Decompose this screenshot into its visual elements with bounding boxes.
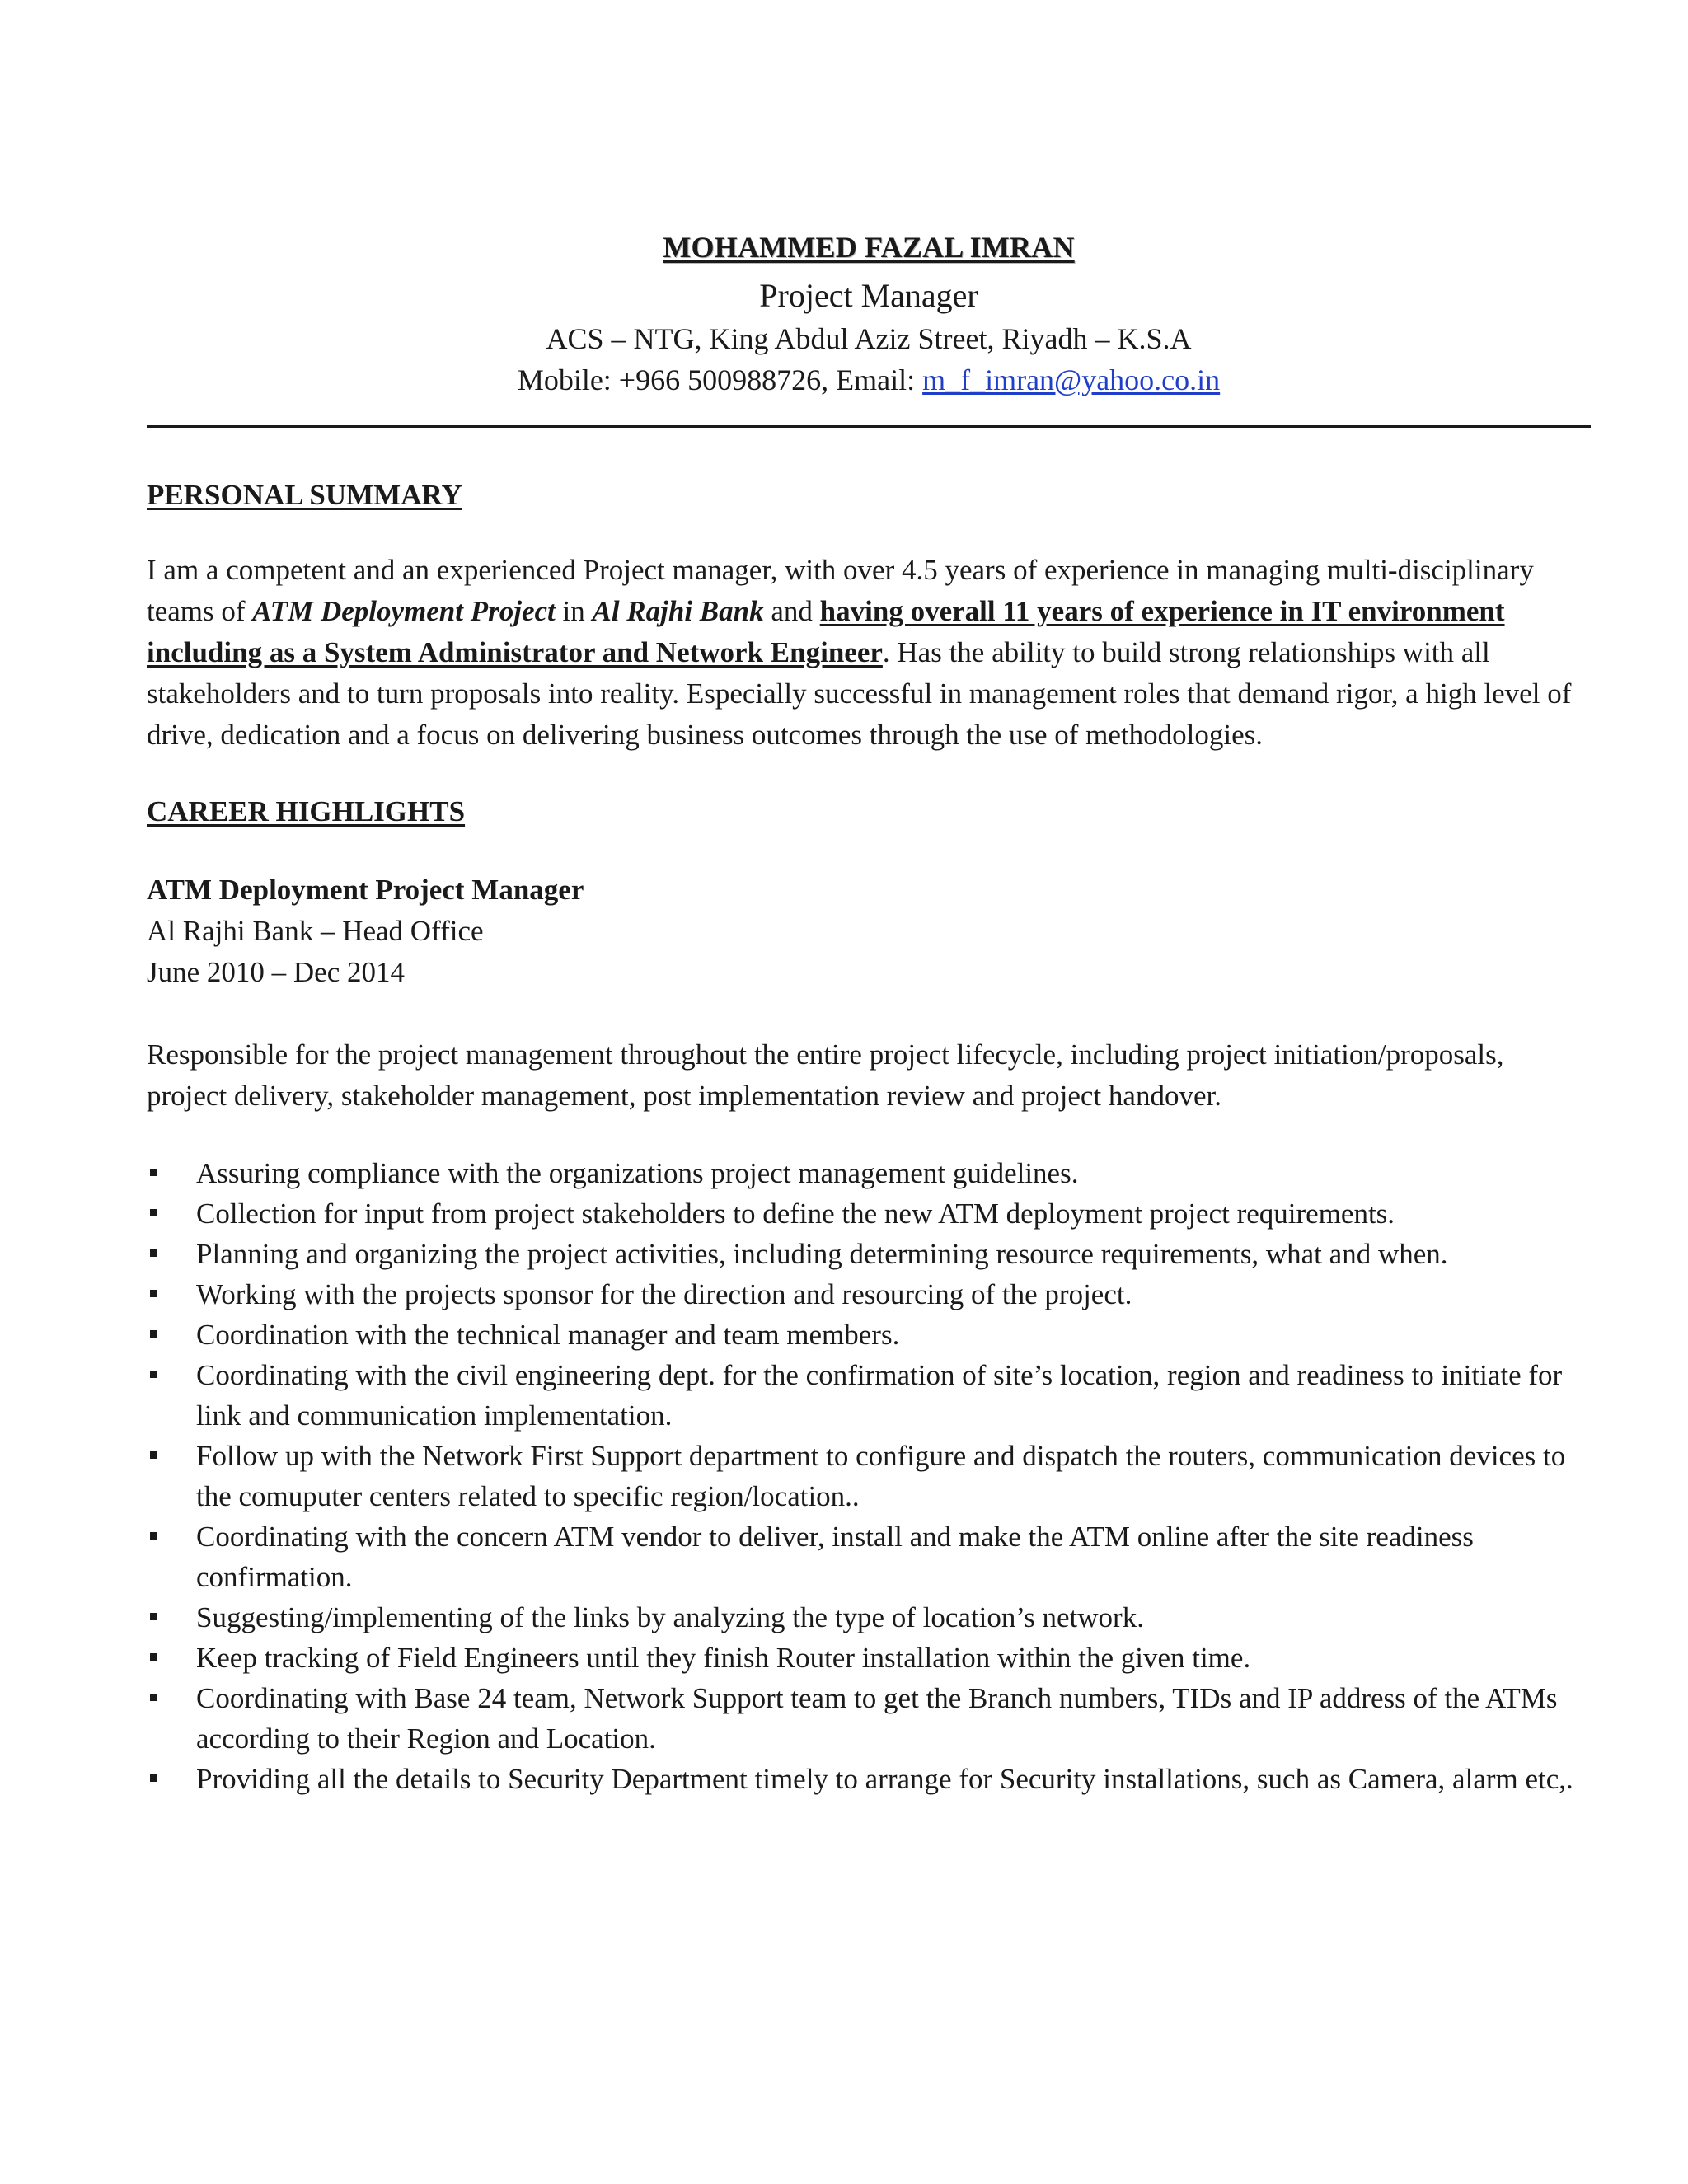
list-item <box>147 1678 1591 1759</box>
duty-text: Keep tracking of Field Engineers until they finish Router installation within the given time. <box>196 1642 1251 1674</box>
personal-summary-heading: PERSONAL SUMMARY <box>147 479 462 511</box>
contact-prefix: Mobile: +966 500988726, Email: <box>517 363 923 396</box>
summary-bank-name: Al Rajhi Bank <box>592 595 764 627</box>
duty-text: Coordination with the technical manager and team members. <box>196 1319 900 1351</box>
job-responsibility: Responsible for the project management throughout the entire project lifecycle, including project initiation/proposals, project delivery, stakeholder management, post implementation review and project handover. <box>147 1038 1504 1112</box>
bullet-icon <box>150 1330 157 1338</box>
bullet-icon <box>150 1694 157 1701</box>
summary-part-3: and <box>763 595 820 627</box>
list-item <box>147 1759 1591 1799</box>
duty-text: Coordinating with the concern ATM vendor to deliver, install and make the ATM online after the site readiness confirmation. <box>196 1521 1474 1593</box>
duty-text: Planning and organizing the project activities, including determining resource requirements, what and when. <box>196 1238 1448 1270</box>
list-item <box>147 1597 1591 1638</box>
candidate-name: MOHAMMED FAZAL IMRAN <box>663 231 1075 264</box>
job-employer: Al Rajhi Bank – Head Office <box>147 915 484 947</box>
bullet-icon <box>150 1532 157 1540</box>
bullet-icon <box>150 1290 157 1297</box>
duty-text: Suggesting/implementing of the links by analyzing the type of location’s network. <box>196 1601 1144 1633</box>
bullet-icon <box>150 1774 157 1782</box>
list-item <box>147 1638 1591 1678</box>
bullet-icon <box>150 1653 157 1661</box>
bullet-icon <box>150 1451 157 1459</box>
list-item <box>147 1516 1591 1597</box>
summary-part-4: . Has the ability to build strong relationships with all stakeholders and to turn proposals into reality. Especially successful in management roles that demand rigor, a high level of drive, dedication and a focus on delivering business outcomes through the use of methodologies. <box>147 636 1572 751</box>
duties-list <box>147 1153 1591 1799</box>
resume-header <box>147 0 1591 401</box>
candidate-contact <box>147 359 1591 401</box>
list-item <box>147 1234 1591 1274</box>
summary-experience: having overall 11 years of experience in IT environment including as a System Administrator and Network Engineer <box>147 595 1505 668</box>
duty-text: Coordinating with Base 24 team, Network Support team to get the Branch numbers, TIDs and IP address of the ATMs according to their Region and Location. <box>196 1682 1558 1755</box>
candidate-title: Project Manager <box>759 277 978 314</box>
list-item <box>147 1315 1591 1355</box>
list-item <box>147 1153 1591 1193</box>
list-item <box>147 1274 1591 1315</box>
list-item <box>147 1355 1591 1436</box>
candidate-address: ACS – NTG, King Abdul Aziz Street, Riyadh – K.S.A <box>546 322 1192 355</box>
personal-summary-text <box>147 550 1591 756</box>
duty-text: Follow up with the Network First Support department to configure and dispatch the routers, communication devices to the comuputer centers related to specific region/location.. <box>196 1440 1566 1512</box>
list-item <box>147 1436 1591 1516</box>
duty-text: Assuring compliance with the organizations project management guidelines. <box>196 1157 1079 1189</box>
email-link[interactable]: m_f_imran@yahoo.co.in <box>922 363 1221 396</box>
summary-part-1: I am a competent and an experienced Project manager, with over 4.5 years of experience in managing multi-disciplinary teams of <box>147 554 1534 627</box>
summary-part-2: in <box>555 595 593 627</box>
bullet-icon <box>150 1249 157 1257</box>
duty-text: Providing all the details to Security Department timely to arrange for Security installations, such as Camera, alarm etc,. <box>196 1763 1573 1795</box>
duty-text: Working with the projects sponsor for the direction and resourcing of the project. <box>196 1278 1132 1310</box>
job-dates: June 2010 – Dec 2014 <box>147 956 406 988</box>
duty-text: Coordinating with the civil engineering dept. for the confirmation of site’s location, region and readiness to initiate for link and communication implementation. <box>196 1359 1563 1432</box>
job-title: ATM Deployment Project Manager <box>147 874 584 906</box>
bullet-icon <box>150 1613 157 1620</box>
bullet-icon <box>150 1169 157 1176</box>
resume-page <box>147 0 1591 1799</box>
header-divider <box>147 425 1591 428</box>
bullet-icon <box>150 1209 157 1216</box>
bullet-icon <box>150 1371 157 1378</box>
duty-text: Collection for input from project stakeholders to define the new ATM deployment project requirements. <box>196 1197 1395 1230</box>
list-item <box>147 1193 1591 1234</box>
career-highlights-heading: CAREER HIGHLIGHTS <box>147 795 466 827</box>
summary-project-name: ATM Deployment Project <box>252 595 556 627</box>
